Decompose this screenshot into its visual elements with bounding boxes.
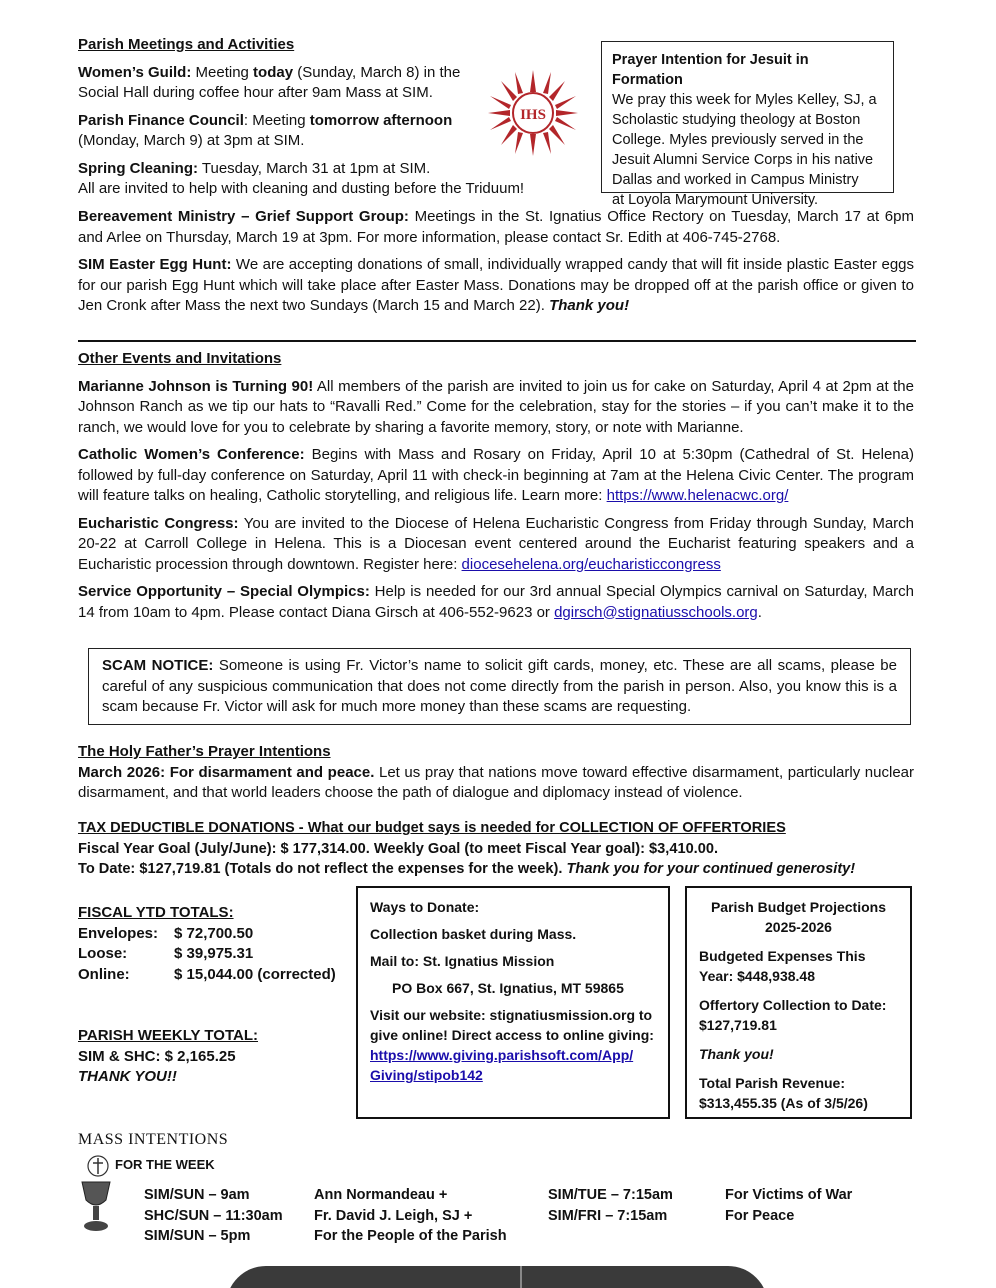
donate-address: PO Box 667, St. Ignatius, MT 59865	[392, 980, 624, 996]
special-olympics: Service Opportunity – Special Olympics: Help is needed for our 3rd annual Special Olympics carnival on Saturday, March 14 from 10am to 4pm. Please contact Diana Girsch at 406-552-9623 or dgirsch@stignatiusschools.org.	[78, 583, 915, 621]
mass-subtitle: FOR THE WEEK	[115, 1157, 215, 1173]
email-link[interactable]: dgirsch@stignatiusschools.org	[554, 603, 758, 621]
scam-notice: SCAM NOTICE: Someone is using Fr. Victor’s name to solicit gift cards, money, etc. These are all scams, please be careful of any suspicious communication that does not come directly from the parish in person. Also, you know this is a scam because Fr. Victor will ask for much more money than these scams are requesting.	[102, 657, 897, 715]
prayer-line: at Loyola Marymount University.	[612, 192, 819, 208]
giving-link-cont[interactable]: Giving/stipob142	[370, 1067, 483, 1083]
mass-list-left	[144, 1185, 554, 1247]
marianne-birthday: Marianne Johnson is Turning 90! All members of the parish are invited to join us for cake on Saturday, April 4 at 2pm at the Johnson Ranch as we tip our hats to “Ravalli Red.” Come for the celebration, stay for the stories – if you can’t make it to the ranch, we would love for you to celebrate by sharing a favorite memory, story, or note with Marianne.	[78, 377, 914, 436]
section-divider	[78, 340, 916, 342]
budget-year: 2025-2026	[765, 919, 832, 935]
holy-father-intention: March 2026: For disarmament and peace. Let us pray that nations move toward effective disarmament, particularly nuclear disarmament, and that world leaders choose the path of dialogue and diplomacy instead of violence.	[78, 763, 915, 801]
budget-offertory: Offertory Collection to Date: $127,719.81	[699, 997, 887, 1033]
prayer-line: Scholastic studying theology at Boston	[612, 112, 861, 128]
mass-row: SIM/TUE – 7:15am For Victims of War	[548, 1187, 853, 1203]
donate-title: Ways to Donate:	[370, 899, 480, 915]
congress-link[interactable]: diocesehelena.org/eucharisticcongress	[461, 555, 721, 573]
tax-heading: TAX DEDUCTIBLE DONATIONS - What our budget says is needed for COLLECTION OF OFFERTORIES	[78, 820, 786, 836]
womens-conference: Catholic Women’s Conference: Begins with Mass and Rosary on Friday, April 10 at 5:30pm (Cathedral of St. Helena) followed by full-day conference on Saturday, April 11 with check-in beginning at 7am at the Helena Civic Center. The program will feature talks on healing, Catholic storytelling, and religious life. Learn more: https://www.helenacwc.org/	[78, 446, 914, 504]
section-heading: Other Events and Invitations	[78, 350, 282, 367]
svg-text:IHS: IHS	[520, 107, 546, 123]
prayer-box-title: Prayer Intention for Jesuit in Formation	[612, 52, 809, 88]
holy-father-section	[78, 742, 914, 804]
ihs-logo	[484, 66, 582, 160]
bereavement-ministry: Bereavement Ministry – Grief Support Group: Meetings in the St. Ignatius Office Rectory on Tuesday, March 17 at 6pm and Arlee on Thursday, March 19 at 3pm. For more information, please contact Sr. Edith at 406-745-2768.	[78, 208, 914, 246]
scam-notice-box	[88, 648, 911, 725]
finance-council: Parish Finance Council: Meeting tomorrow afternoon (Monday, March 9) at 3pm at SIM.	[78, 111, 453, 149]
mass-row: SHC/SUN – 11:30am Fr. David J. Leigh, SJ +	[144, 1207, 473, 1224]
mass-title: MASS INTENTIONS	[78, 1131, 229, 1148]
mass-row: SIM/FRI – 7:15am For Peace	[548, 1207, 795, 1224]
budget-box	[685, 886, 912, 1119]
spring-cleaning: Spring Cleaning: Tuesday, March 31 at 1pm at SIM. All are invited to help with cleaning and dusting before the Triduum!	[78, 159, 525, 197]
meetings-full-width	[78, 207, 914, 317]
cross-icon	[86, 1154, 110, 1178]
donate-mail: Mail to: St. Ignatius Mission	[370, 953, 555, 969]
egg-hunt: SIM Easter Egg Hunt: We are accepting donations of small, individually wrapped candy that will fit inside plastic Easter eggs for our parish Egg Hunt which will take place after Easter Mass. Donations may be dropped off at the parish office or given to Jen Cronk after Mass the next two Sundays (March 15 and March 22). Thank you!	[78, 256, 915, 314]
fiscal-ytd	[78, 903, 353, 1088]
fiscal-heading: FISCAL YTD TOTALS:	[78, 904, 234, 921]
fiscal-row: Envelopes: $ 72,700.50	[78, 924, 254, 942]
donate-basket: Collection basket during Mass.	[370, 926, 577, 942]
mass-list-right	[548, 1185, 928, 1226]
section-heading: The Holy Father’s Prayer Intentions	[78, 743, 331, 760]
budget-thanks: Thank you!	[699, 1046, 774, 1062]
prayer-line: We pray this week for Myles Kelley, SJ, a	[612, 92, 877, 108]
eucharistic-congress: Eucharistic Congress: You are invited to the Diocese of Helena Eucharistic Congress from Friday through Sunday, March 20-22 at Carroll College in Helena. This is a Diocesan event centered around the Eucharist featuring speakers and a Eucharistic procession through downtown. Register here: diocesehelena.org/eucharisticcongress	[78, 514, 914, 573]
mass-row: SIM/SUN – 5pm For the People of the Parish	[144, 1228, 507, 1244]
footer-divider	[520, 1266, 522, 1288]
budget-revenue: Total Parish Revenue: $313,455.35 (As of 3/5/26)	[699, 1075, 868, 1111]
sunburst-icon	[484, 66, 582, 160]
budget-expenses: Budgeted Expenses This Year: $448,938.48	[699, 948, 866, 984]
giving-link[interactable]: https://www.giving.parishsoft.com/App/	[370, 1047, 634, 1063]
chalice-icon	[80, 1180, 112, 1232]
prayer-line: College. Myles previously served in the	[612, 132, 864, 148]
donate-box	[356, 886, 670, 1119]
prayer-line: Jesuit Alumni Service Corps in his native	[612, 152, 874, 168]
fiscal-goal: Fiscal Year Goal (July/June): $ 177,314.00. Weekly Goal (to meet Fiscal Year goal): $3,410.00.	[78, 840, 719, 857]
weekly-total: SIM & SHC: $ 2,165.25	[78, 1047, 236, 1065]
prayer-line: Dallas and worked in Campus Ministry	[612, 172, 859, 188]
womens-guild: Women’s Guild: Meeting today (Sunday, March 8) in the Social Hall during coffee hour after 9am Mass at SIM.	[78, 63, 461, 101]
fiscal-row: Loose: $ 39,975.31	[78, 945, 254, 962]
budget-title: Parish Budget Projections	[710, 899, 887, 915]
other-events-section	[78, 349, 914, 623]
mass-intentions-header	[78, 1130, 278, 1178]
section-heading: Parish Meetings and Activities	[78, 36, 295, 53]
to-date: To Date: $127,719.81 (Totals do not reflect the expenses for the week). Thank you for your continued generosity!	[78, 861, 856, 877]
footer-bar	[226, 1266, 768, 1288]
weekly-thanks: THANK YOU!!	[78, 1068, 177, 1085]
conference-link[interactable]: https://www.helenacwc.org/	[606, 487, 789, 504]
tax-section	[78, 818, 918, 880]
prayer-intention-box	[601, 41, 894, 208]
donate-website: Visit our website: stignatiusmission.org to give online! Direct access to online giving:	[370, 1007, 654, 1043]
mass-row: SIM/SUN – 9am Ann Normandeau +	[144, 1187, 448, 1203]
weekly-heading: PARISH WEEKLY TOTAL:	[78, 1027, 259, 1044]
fiscal-row: Online: $ 15,044.00 (corrected)	[78, 965, 336, 983]
